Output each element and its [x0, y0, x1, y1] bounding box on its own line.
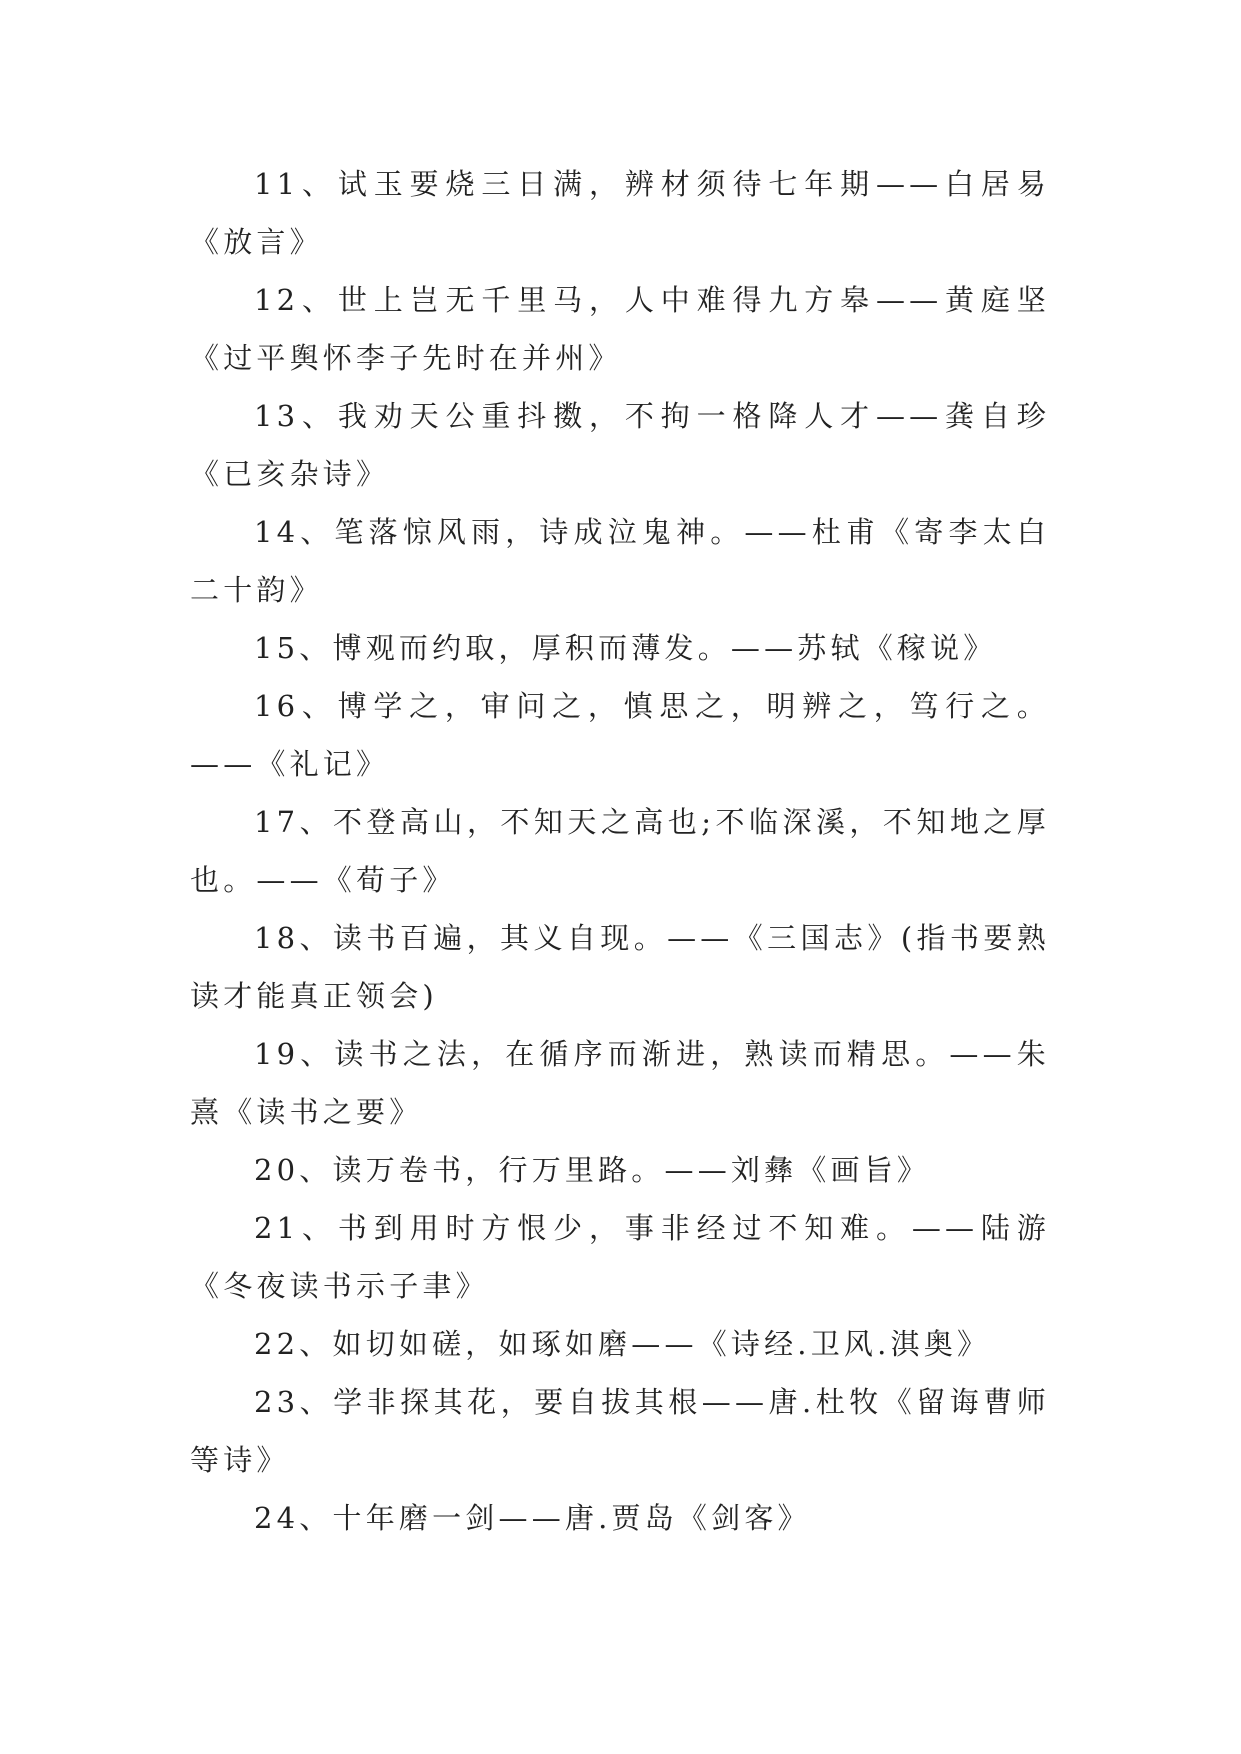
quote-paragraph: 21、书到用时方恨少，事非经过不知难。——陆游《冬夜读书示子聿》	[190, 1211, 1050, 1303]
quote-paragraph: 20、读万卷书，行万里路。——刘彝《画旨》	[254, 1153, 931, 1187]
quote-paragraph: 22、如切如磋，如琢如磨——《诗经.卫风.淇奥》	[254, 1327, 991, 1361]
quote-list	[190, 155, 1050, 1547]
quote-paragraph: 14、笔落惊风雨，诗成泣鬼神。——杜甫《寄李太白二十韵》	[190, 515, 1050, 607]
quote-paragraph: 13、我劝天公重抖擞，不拘一格降人才——龚自珍《已亥杂诗》	[190, 399, 1050, 491]
quote-paragraph: 12、世上岂无千里马，人中难得九方皋——黄庭坚《过平舆怀李子先时在并州》	[190, 283, 1050, 375]
quote-paragraph: 23、学非探其花，要自拔其根——唐.杜牧《留诲曹师等诗》	[190, 1385, 1050, 1477]
quote-paragraph: 16、博学之，审问之，慎思之，明辨之，笃行之。——《礼记》	[190, 689, 1050, 781]
quote-paragraph: 17、不登高山，不知天之高也;不临深溪，不知地之厚也。——《荀子》	[190, 805, 1050, 897]
quote-paragraph: 15、博观而约取，厚积而薄发。——苏轼《稼说》	[254, 631, 997, 665]
quote-paragraph: 24、十年磨一剑——唐.贾岛《剑客》	[254, 1501, 811, 1535]
quote-paragraph: 19、读书之法，在循序而渐进，熟读而精思。——朱熹《读书之要》	[190, 1037, 1050, 1129]
quote-paragraph: 18、读书百遍，其义自现。——《三国志》(指书要熟读才能真正领会)	[190, 921, 1050, 1013]
quote-paragraph: 11、试玉要烧三日满，辨材须待七年期——白居易《放言》	[190, 167, 1050, 259]
